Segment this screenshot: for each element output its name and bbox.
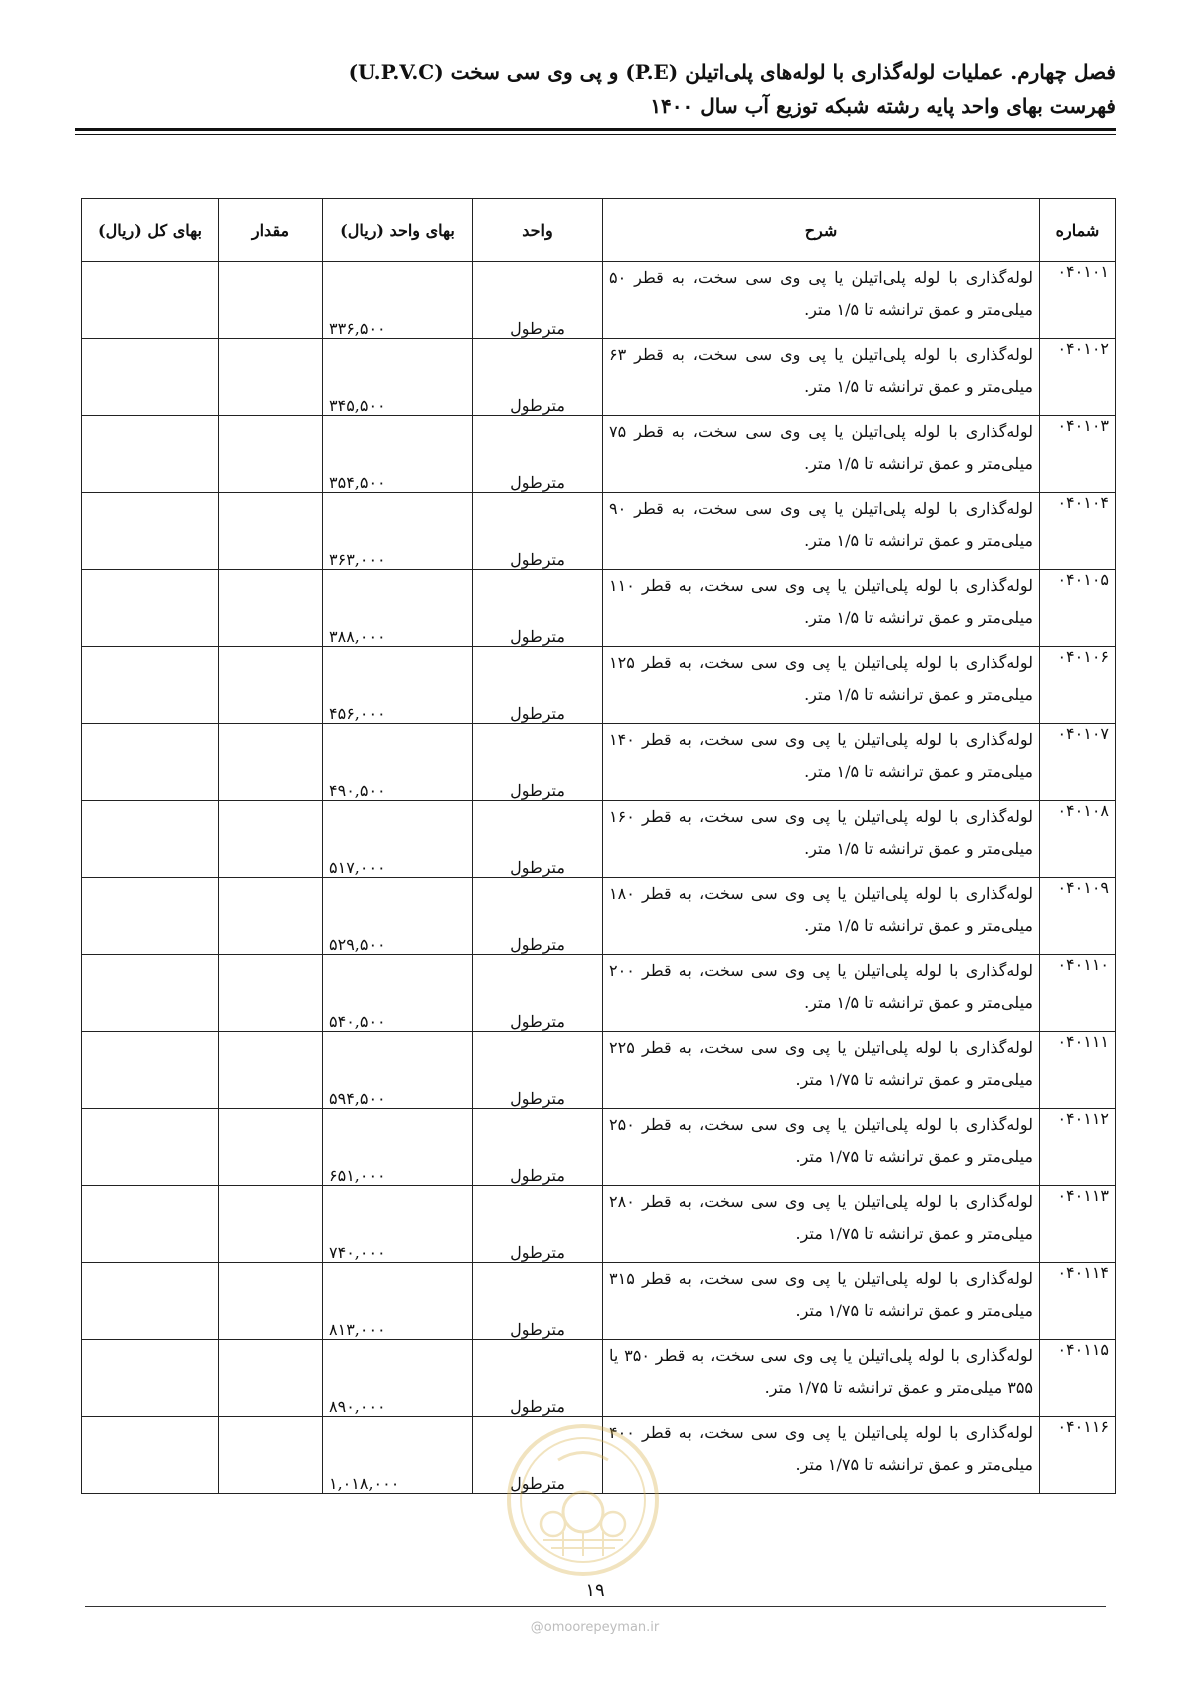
row-unit-price: ۶۵۱,۰۰۰ [323, 1109, 473, 1186]
row-unit: مترطول [473, 1417, 603, 1494]
row-unit-price: ۵۹۴,۵۰۰ [323, 1032, 473, 1109]
row-unit: مترطول [473, 724, 603, 801]
row-unit-price: ۸۹۰,۰۰۰ [323, 1340, 473, 1417]
row-description: لوله‌گذاری با لوله پلی‌اتیلن یا پی وی سی سخت، به قطر ۱۲۵ میلی‌متر و عمق ترانشه تا ۱/۵ متر. [603, 647, 1040, 724]
header-rule-thin [75, 134, 1116, 135]
row-unit-price: ۳۸۸,۰۰۰ [323, 570, 473, 647]
row-unit-price: ۷۴۰,۰۰۰ [323, 1186, 473, 1263]
row-description: لوله‌گذاری با لوله پلی‌اتیلن یا پی وی سی سخت، به قطر ۷۵ میلی‌متر و عمق ترانشه تا ۱/۵ متر. [603, 416, 1040, 493]
row-description: لوله‌گذاری با لوله پلی‌اتیلن یا پی وی سی سخت، به قطر ۱۶۰ میلی‌متر و عمق ترانشه تا ۱/۵ متر. [603, 801, 1040, 878]
table-row [82, 647, 1116, 724]
row-unit-price: ۳۴۵,۵۰۰ [323, 339, 473, 416]
row-total-price [82, 1263, 219, 1340]
row-unit: مترطول [473, 262, 603, 339]
row-description: لوله‌گذاری با لوله پلی‌اتیلن یا پی وی سی سخت، به قطر ۱۴۰ میلی‌متر و عمق ترانشه تا ۱/۵ متر. [603, 724, 1040, 801]
row-description: لوله‌گذاری با لوله پلی‌اتیلن یا پی وی سی سخت، به قطر ۵۰ میلی‌متر و عمق ترانشه تا ۱/۵ متر. [603, 262, 1040, 339]
col-header-number: شماره [1040, 199, 1116, 262]
row-quantity [219, 801, 323, 878]
row-quantity [219, 1186, 323, 1263]
row-unit-price: ۳۳۶,۵۰۰ [323, 262, 473, 339]
row-unit-price: ۴۹۰,۵۰۰ [323, 724, 473, 801]
table-row [82, 878, 1116, 955]
page-number: ۱۹ [585, 1580, 605, 1601]
row-unit: مترطول [473, 416, 603, 493]
row-total-price [82, 647, 219, 724]
table-row [82, 1263, 1116, 1340]
table-row [82, 1109, 1116, 1186]
row-total-price [82, 724, 219, 801]
row-total-price [82, 493, 219, 570]
row-number: ۰۴۰۱۱۶ [1040, 1417, 1116, 1494]
row-number: ۰۴۰۱۰۵ [1040, 570, 1116, 647]
row-unit: مترطول [473, 647, 603, 724]
row-description: لوله‌گذاری با لوله پلی‌اتیلن یا پی وی سی سخت، به قطر ۲۵۰ میلی‌متر و عمق ترانشه تا ۱/۷۵ متر. [603, 1109, 1040, 1186]
table-row [82, 1032, 1116, 1109]
row-total-price [82, 1032, 219, 1109]
row-unit: مترطول [473, 339, 603, 416]
row-number: ۰۴۰۱۰۲ [1040, 339, 1116, 416]
price-table [81, 198, 1116, 1494]
row-quantity [219, 1417, 323, 1494]
row-total-price [82, 878, 219, 955]
table-row [82, 262, 1116, 339]
row-unit-price: ۵۱۷,۰۰۰ [323, 801, 473, 878]
row-total-price [82, 339, 219, 416]
table-row [82, 493, 1116, 570]
table-body [82, 262, 1116, 1494]
row-description: لوله‌گذاری با لوله پلی‌اتیلن یا پی وی سی سخت، به قطر ۶۳ میلی‌متر و عمق ترانشه تا ۱/۵ متر. [603, 339, 1040, 416]
row-total-price [82, 1186, 219, 1263]
row-unit: مترطول [473, 493, 603, 570]
row-quantity [219, 262, 323, 339]
row-total-price [82, 1109, 219, 1186]
row-total-price [82, 570, 219, 647]
table-row [82, 1340, 1116, 1417]
row-unit: مترطول [473, 801, 603, 878]
row-description: لوله‌گذاری با لوله پلی‌اتیلن یا پی وی سی سخت، به قطر ۳۵۰ یا ۳۵۵ میلی‌متر و عمق ترانشه تا ۱/۷۵ متر. [603, 1340, 1040, 1417]
list-title: فهرست بهای واحد پایه رشته شبکه توزیع آب سال ۱۴۰۰ [650, 94, 1116, 118]
row-number: ۰۴۰۱۱۲ [1040, 1109, 1116, 1186]
row-description: لوله‌گذاری با لوله پلی‌اتیلن یا پی وی سی سخت، به قطر ۴۰۰ میلی‌متر و عمق ترانشه تا ۱/۷۵ متر. [603, 1417, 1040, 1494]
row-quantity [219, 1263, 323, 1340]
table-row [82, 1186, 1116, 1263]
row-description: لوله‌گذاری با لوله پلی‌اتیلن یا پی وی سی سخت، به قطر ۱۸۰ میلی‌متر و عمق ترانشه تا ۱/۵ متر. [603, 878, 1040, 955]
row-unit-price: ۳۵۴,۵۰۰ [323, 416, 473, 493]
row-unit: مترطول [473, 878, 603, 955]
row-number: ۰۴۰۱۱۴ [1040, 1263, 1116, 1340]
row-quantity [219, 647, 323, 724]
row-number: ۰۴۰۱۱۱ [1040, 1032, 1116, 1109]
row-unit: مترطول [473, 1340, 603, 1417]
row-description: لوله‌گذاری با لوله پلی‌اتیلن یا پی وی سی سخت، به قطر ۲۸۰ میلی‌متر و عمق ترانشه تا ۱/۷۵ متر. [603, 1186, 1040, 1263]
row-number: ۰۴۰۱۰۴ [1040, 493, 1116, 570]
row-number: ۰۴۰۱۰۱ [1040, 262, 1116, 339]
table-row [82, 801, 1116, 878]
table-row [82, 570, 1116, 647]
row-total-price [82, 416, 219, 493]
row-number: ۰۴۰۱۱۰ [1040, 955, 1116, 1032]
row-unit: مترطول [473, 1186, 603, 1263]
row-unit-price: ۵۲۹,۵۰۰ [323, 878, 473, 955]
table-row [82, 416, 1116, 493]
row-unit-price: ۸۱۳,۰۰۰ [323, 1263, 473, 1340]
row-number: ۰۴۰۱۰۷ [1040, 724, 1116, 801]
table-header-row [82, 199, 1116, 262]
col-header-unit: واحد [473, 199, 603, 262]
row-number: ۰۴۰۱۰۳ [1040, 416, 1116, 493]
source-watermark-text: @omoorepeyman.ir [530, 1620, 660, 1635]
row-total-price [82, 1340, 219, 1417]
row-quantity [219, 955, 323, 1032]
row-description: لوله‌گذاری با لوله پلی‌اتیلن یا پی وی سی سخت، به قطر ۹۰ میلی‌متر و عمق ترانشه تا ۱/۵ متر. [603, 493, 1040, 570]
row-total-price [82, 801, 219, 878]
row-total-price [82, 955, 219, 1032]
row-unit-price: ۳۶۳,۰۰۰ [323, 493, 473, 570]
row-quantity [219, 1109, 323, 1186]
row-description: لوله‌گذاری با لوله پلی‌اتیلن یا پی وی سی سخت، به قطر ۱۱۰ میلی‌متر و عمق ترانشه تا ۱/۵ متر. [603, 570, 1040, 647]
row-unit: مترطول [473, 570, 603, 647]
table-row [82, 1417, 1116, 1494]
row-unit-price: ۱,۰۱۸,۰۰۰ [323, 1417, 473, 1494]
row-number: ۰۴۰۱۰۶ [1040, 647, 1116, 724]
row-unit-price: ۵۴۰,۵۰۰ [323, 955, 473, 1032]
row-unit: مترطول [473, 1109, 603, 1186]
row-quantity [219, 724, 323, 801]
row-unit: مترطول [473, 955, 603, 1032]
row-quantity [219, 1032, 323, 1109]
row-quantity [219, 416, 323, 493]
row-number: ۰۴۰۱۰۸ [1040, 801, 1116, 878]
row-number: ۰۴۰۱۱۳ [1040, 1186, 1116, 1263]
col-header-quantity: مقدار [219, 199, 323, 262]
col-header-total-price: بهای کل (ریال) [82, 199, 219, 262]
table-row [82, 724, 1116, 801]
row-unit: مترطول [473, 1032, 603, 1109]
table-row [82, 955, 1116, 1032]
page-header [75, 55, 1116, 123]
row-quantity [219, 493, 323, 570]
chapter-title: فصل چهارم. عملیات لوله‌گذاری با لوله‌های پلی‌اتیلن (P.E) و پی وی سی سخت (U.P.V.C) [348, 60, 1116, 84]
row-quantity [219, 1340, 323, 1417]
row-unit-price: ۴۵۶,۰۰۰ [323, 647, 473, 724]
row-total-price [82, 262, 219, 339]
row-total-price [82, 1417, 219, 1494]
row-number: ۰۴۰۱۰۹ [1040, 878, 1116, 955]
row-description: لوله‌گذاری با لوله پلی‌اتیلن یا پی وی سی سخت، به قطر ۳۱۵ میلی‌متر و عمق ترانشه تا ۱/۷۵ متر. [603, 1263, 1040, 1340]
footer-rule [85, 1606, 1106, 1607]
row-quantity [219, 878, 323, 955]
row-quantity [219, 570, 323, 647]
row-description: لوله‌گذاری با لوله پلی‌اتیلن یا پی وی سی سخت، به قطر ۲۲۵ میلی‌متر و عمق ترانشه تا ۱/۷۵ متر. [603, 1032, 1040, 1109]
header-rule-thick [75, 128, 1116, 131]
row-unit: مترطول [473, 1263, 603, 1340]
table-row [82, 339, 1116, 416]
row-description: لوله‌گذاری با لوله پلی‌اتیلن یا پی وی سی سخت، به قطر ۲۰۰ میلی‌متر و عمق ترانشه تا ۱/۵ متر. [603, 955, 1040, 1032]
row-quantity [219, 339, 323, 416]
col-header-description: شرح [603, 199, 1040, 262]
col-header-unit-price: بهای واحد (ریال) [323, 199, 473, 262]
row-number: ۰۴۰۱۱۵ [1040, 1340, 1116, 1417]
